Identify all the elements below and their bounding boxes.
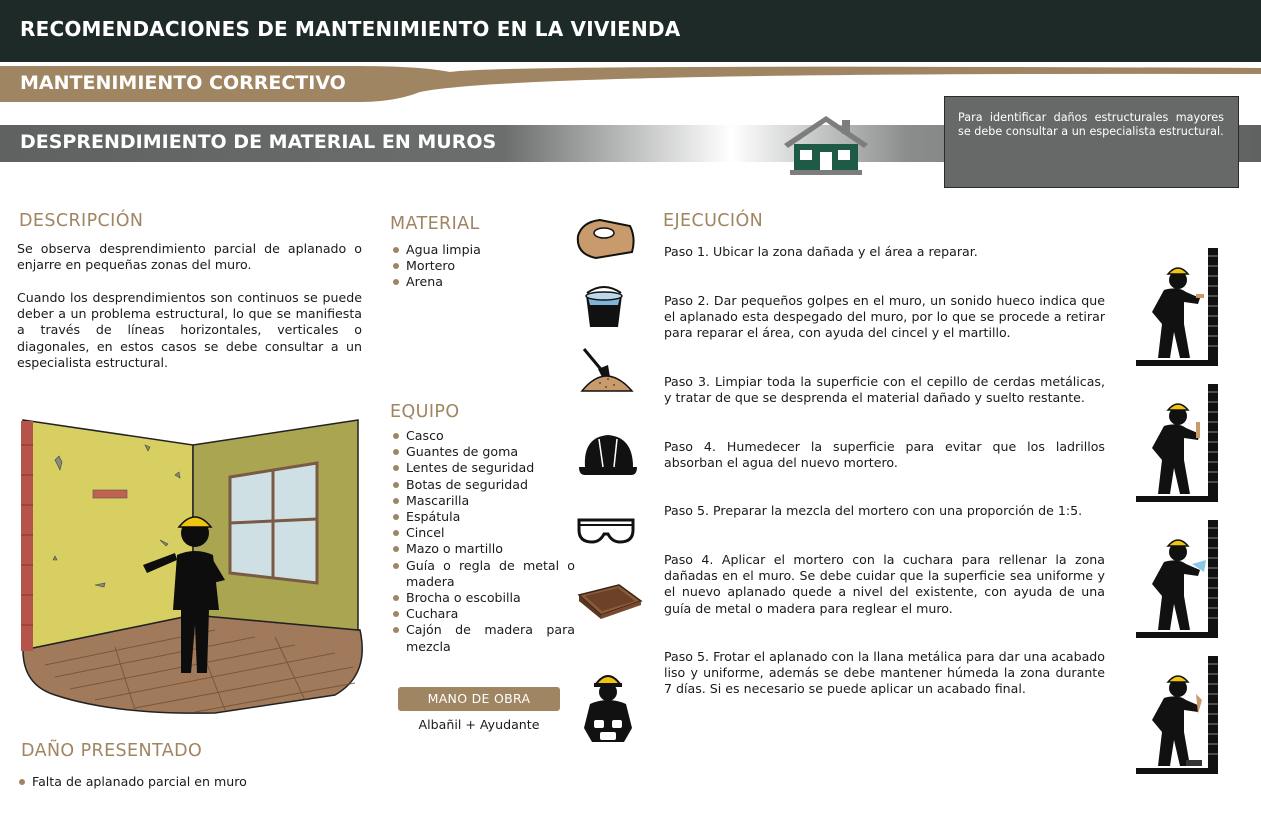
step-7	[664, 649, 1105, 698]
goggles-icon	[576, 514, 636, 546]
step-2	[664, 293, 1105, 342]
list-item: Mascarilla	[391, 493, 575, 509]
section-title: DESPRENDIMIENTO DE MATERIAL EN MUROS	[20, 131, 497, 153]
page-title: RECOMENDACIONES DE MANTENIMIENTO EN LA VIVIENDA	[20, 17, 681, 41]
step-text: Ubicar la zona dañada y el área a reparar.	[713, 244, 978, 259]
worker-trowel-icon	[1134, 518, 1224, 640]
step-text: Limpiar toda la superficie con el cepillo de cerdas metálicas, y tratar de que se desprenda el material dañado y suelto restante.	[664, 374, 1105, 406]
list-item: Agua limpia	[391, 242, 575, 258]
step-text: Preparar la mezcla del mortero con una proporción de 1:5.	[713, 503, 1083, 518]
list-item: Arena	[391, 274, 575, 290]
step-6	[664, 552, 1105, 617]
step-4	[664, 439, 1105, 471]
dano-title: DAÑO PRESENTADO	[21, 741, 203, 761]
step-3	[664, 374, 1105, 406]
equipo-list	[391, 428, 575, 655]
list-item: Cuchara	[391, 606, 575, 622]
worker-chisel-icon	[1134, 246, 1224, 368]
sand-shovel-icon	[578, 347, 634, 393]
step-label: Paso 1.	[664, 244, 710, 259]
list-item: Falta de aplanado parcial en muro	[17, 774, 362, 790]
ejecucion-title: EJECUCIÓN	[663, 211, 764, 231]
list-item: Guantes de goma	[391, 444, 575, 460]
list-item: Lentes de seguridad	[391, 460, 575, 476]
material-title: MATERIAL	[390, 214, 480, 234]
list-item: Mazo o martillo	[391, 541, 575, 557]
room-illustration	[15, 415, 365, 715]
mano-de-obra-label: MANO DE OBRA	[398, 687, 560, 711]
step-label: Paso 4.	[664, 439, 716, 454]
worker-icon	[580, 668, 636, 748]
list-item: Espátula	[391, 509, 575, 525]
list-item: Botas de seguridad	[391, 477, 575, 493]
header-bar	[0, 0, 1261, 62]
list-item: Casco	[391, 428, 575, 444]
material-list	[391, 242, 575, 291]
step-text: Frotar el aplanado con la llana metálica para dar una acabado liso y uniforme, además se debe mantener húmeda la zona durante 7 días. Si es necesario se puede aplicar un acabado final.	[664, 649, 1105, 697]
worker-float-icon	[1134, 654, 1224, 776]
list-item: Guía o regla de metal o madera	[391, 558, 575, 590]
equipo-title: EQUIPO	[390, 402, 460, 422]
step-label: Paso 2.	[664, 293, 710, 308]
mano-de-obra-value: Albañil + Ayudante	[418, 717, 540, 732]
step-text: Aplicar el mortero con la cuchara para rellenar la zona dañadas en el muro. Se debe cuidar que la superficie sea uniforme y el nuevo aplanado quede a nivel del existente, con ayuda de una guía de metal o madera para reglear el muro.	[664, 552, 1105, 616]
mixing-box-icon	[577, 583, 643, 619]
step-5	[664, 503, 1105, 519]
descripcion-title: DESCRIPCIÓN	[19, 211, 144, 231]
descripcion-p2: Cuando los desprendimientos son continuos se puede deber a un problema estructural, lo que se manifiesta a través de líneas horizontales, verticales o diagonales, en estos casos se debe consultar a un especialista estructural.	[17, 290, 362, 370]
step-1	[664, 244, 1105, 260]
helmet-icon	[577, 431, 639, 481]
note-box: Para identificar daños estructurales mayores se debe consultar a un especialista estructural.	[944, 96, 1239, 188]
list-item: Brocha o escobilla	[391, 590, 575, 606]
house-icon	[780, 112, 872, 178]
subtitle: MANTENIMIENTO CORRECTIVO	[20, 72, 346, 94]
dano-list	[17, 774, 362, 790]
worker-brush-icon	[1134, 382, 1224, 504]
step-label: Paso 4.	[664, 552, 714, 567]
step-label: Paso 3.	[664, 374, 710, 389]
list-item: Cajón de madera para mezcla	[391, 622, 575, 654]
bucket-icon	[583, 283, 625, 331]
step-text: Humedecer la superficie para evitar que los ladrillos absorban el agua del nuevo mortero.	[664, 439, 1105, 471]
step-label: Paso 5.	[664, 503, 710, 518]
mortar-bag-icon	[572, 216, 638, 260]
step-label: Paso 5.	[664, 649, 710, 664]
list-item: Cincel	[391, 525, 575, 541]
list-item: Mortero	[391, 258, 575, 274]
step-text: Dar pequeños golpes en el muro, un sonido hueco indica que el aplanado esta despegado del muro, por lo que se procede a retirar para reparar el área, con ayuda del cincel y el martillo.	[664, 293, 1105, 341]
descripcion-p1: Se observa desprendimiento parcial de aplanado o enjarre en pequeñas zonas del muro.	[17, 241, 362, 273]
